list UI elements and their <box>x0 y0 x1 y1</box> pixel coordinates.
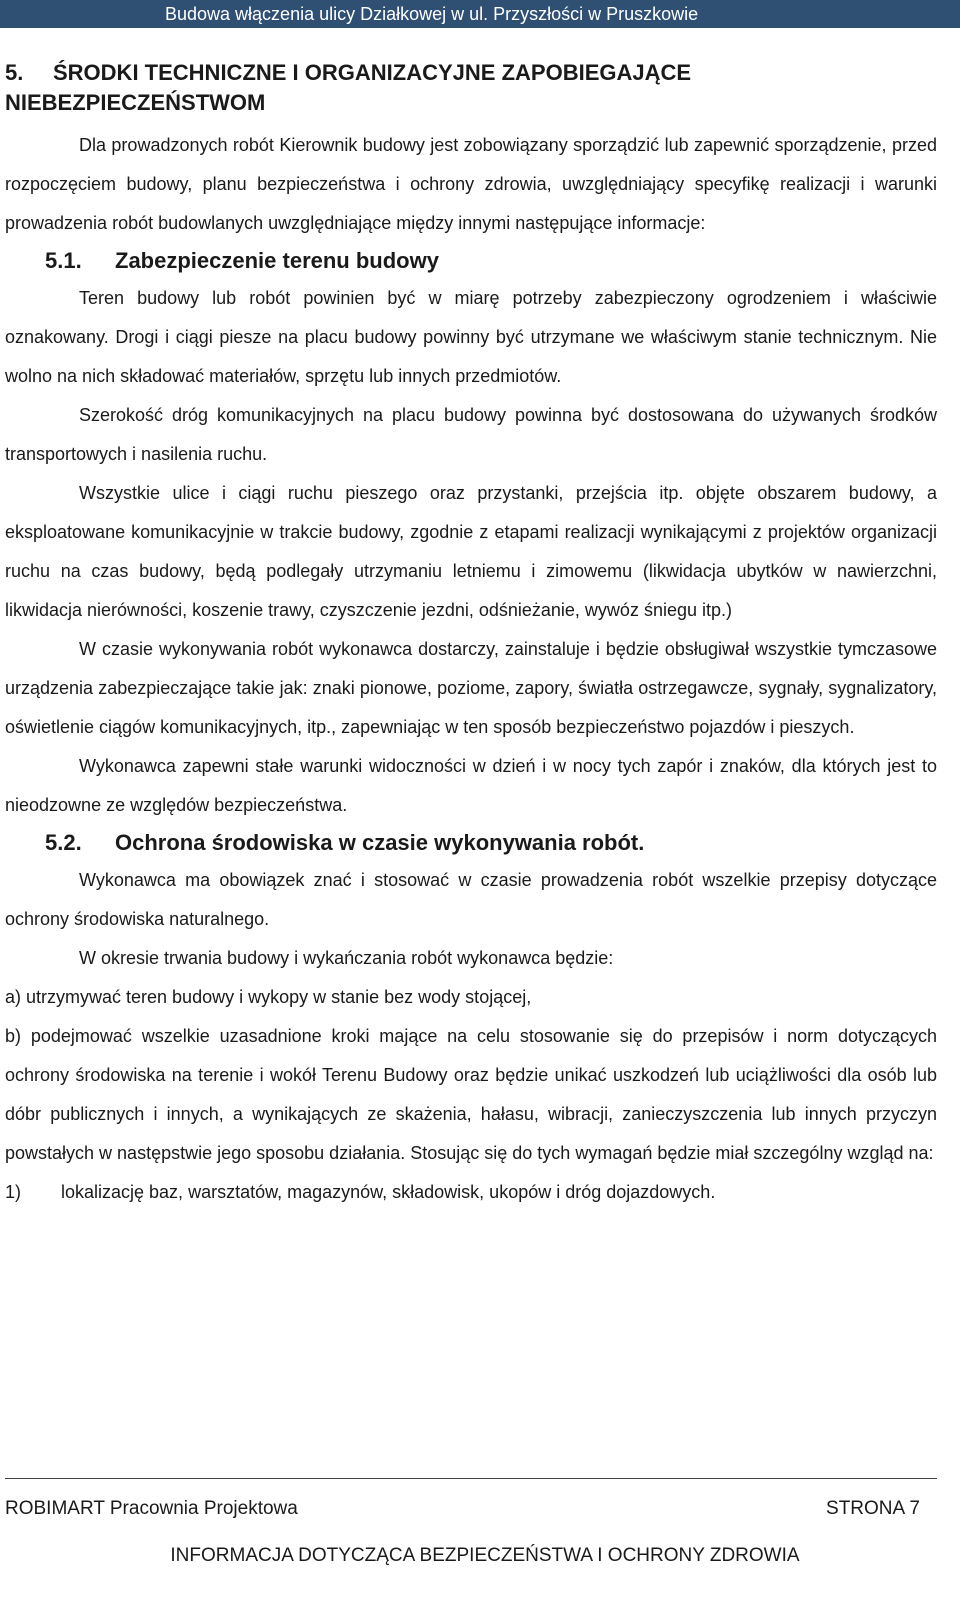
footer-document-name: INFORMACJA DOTYCZĄCA BEZPIECZEŃSTWA I OCHRONY ZDROWIA <box>170 1545 800 1566</box>
document-body <box>5 58 937 1212</box>
section-number: 5. <box>5 60 24 85</box>
subsection-title: Zabezpieczenie terenu budowy <box>115 248 439 273</box>
subsection-number: 5.2. <box>45 830 82 855</box>
paragraph: Wykonawca zapewni stałe warunki widoczności w dzień i w nocy tych zapór i znaków, dla których jest to nieodzowne ze względów bezpieczeństwa. <box>5 756 937 815</box>
section-heading <box>5 58 937 118</box>
paragraph: Szerokość dróg komunikacyjnych na placu budowy powinna być dostosowana do używanych środków transportowych i nasilenia ruchu. <box>5 405 937 464</box>
paragraph: W okresie trwania budowy i wykańczania robót wykonawca będzie: <box>79 948 614 968</box>
list-item <box>5 1173 937 1212</box>
list-item: a) utrzymywać teren budowy i wykopy w stanie bez wody stojącej, <box>5 987 532 1007</box>
list-item-number: 1) <box>5 1182 22 1202</box>
page-header <box>0 0 960 28</box>
subsection-heading-5-1 <box>5 243 937 279</box>
paragraph: Wszystkie ulice i ciągi ruchu pieszego oraz przystanki, przejścia itp. objęte obszarem budowy, a eksploatowane komunikacyjnie w trakcie budowy, zgodnie z etapami realizacji wynikającymi z projektów organizacji ruchu na czas budowy, będą podlegały utrzymaniu letniemu i zimowemu (likwidacja ubytków w nawierzchni, likwidacja nierówności, koszenie trawy, czyszczenie jezdni, odśnieżanie, wywóz śniegu itp.) <box>5 483 937 620</box>
subsection-number: 5.1. <box>45 248 82 273</box>
list-item: b) podejmować wszelkie uzasadnione kroki mające na celu stosowanie się do przepisów i norm dotyczących ochrony środowiska na terenie i wokół Terenu Budowy oraz będzie unikać uszkodzeń lub uciążliwości dla osób lub dóbr publicznych i innych, a wynikających ze skażenia, hałasu, wibracji, zanieczyszczenia lub innych przyczyn powstałych w następstwie jego sposobu działania. Stosując się do tych wymagań będzie miał szczególny wzgląd na: <box>5 1026 937 1163</box>
paragraph: Teren budowy lub robót powinien być w miarę potrzeby zabezpieczony ogrodzeniem i właściwie oznakowany. Drogi i ciągi piesze na placu budowy powinny być utrzymane we właściwym stanie technicznym. Nie wolno na nich składować materiałów, sprzętu lub innych przedmiotów. <box>5 288 937 386</box>
footer-page-number: STRONA 7 <box>826 1498 920 1519</box>
footer-divider <box>5 1478 937 1479</box>
section-title: ŚRODKI TECHNICZNE I ORGANIZACYJNE ZAPOBIEGAJĄCE NIEBEZPIECZEŃSTWOM <box>5 60 692 115</box>
subsection-heading-5-2 <box>5 825 937 861</box>
paragraph: W czasie wykonywania robót wykonawca dostarczy, zainstaluje i będzie obsługiwał wszystkie tymczasowe urządzenia zabezpieczające takie jak: znaki pionowe, poziome, zapory, światła ostrzegawcze, sygnały, sygnalizatory, oświetlenie ciągów komunikacyjnych, itp., zapewniając w ten sposób bezpieczeństwo pojazdów i pieszych. <box>5 639 937 737</box>
subsection-title: Ochrona środowiska w czasie wykonywania robót. <box>115 830 645 855</box>
list-item-text: lokalizację baz, warsztatów, magazynów, składowisk, ukopów i dróg dojazdowych. <box>61 1182 716 1202</box>
document-title: Budowa włączenia ulicy Działkowej w ul. Przyszłości w Pruszkowie <box>165 4 699 24</box>
paragraph: Wykonawca ma obowiązek znać i stosować w czasie prowadzenia robót wszelkie przepisy dotyczące ochrony środowiska naturalnego. <box>5 870 937 929</box>
section-intro: Dla prowadzonych robót Kierownik budowy jest zobowiązany sporządzić lub zapewnić sporządzenie, przed rozpoczęciem budowy, planu bezpieczeństwa i ochrony zdrowia, uwzględniający specyfikę realizacji i warunki prowadzenia robót budowlanych uwzględniające między innymi następujące informacje: <box>5 135 937 233</box>
footer-company: ROBIMART Pracownia Projektowa <box>5 1498 298 1519</box>
